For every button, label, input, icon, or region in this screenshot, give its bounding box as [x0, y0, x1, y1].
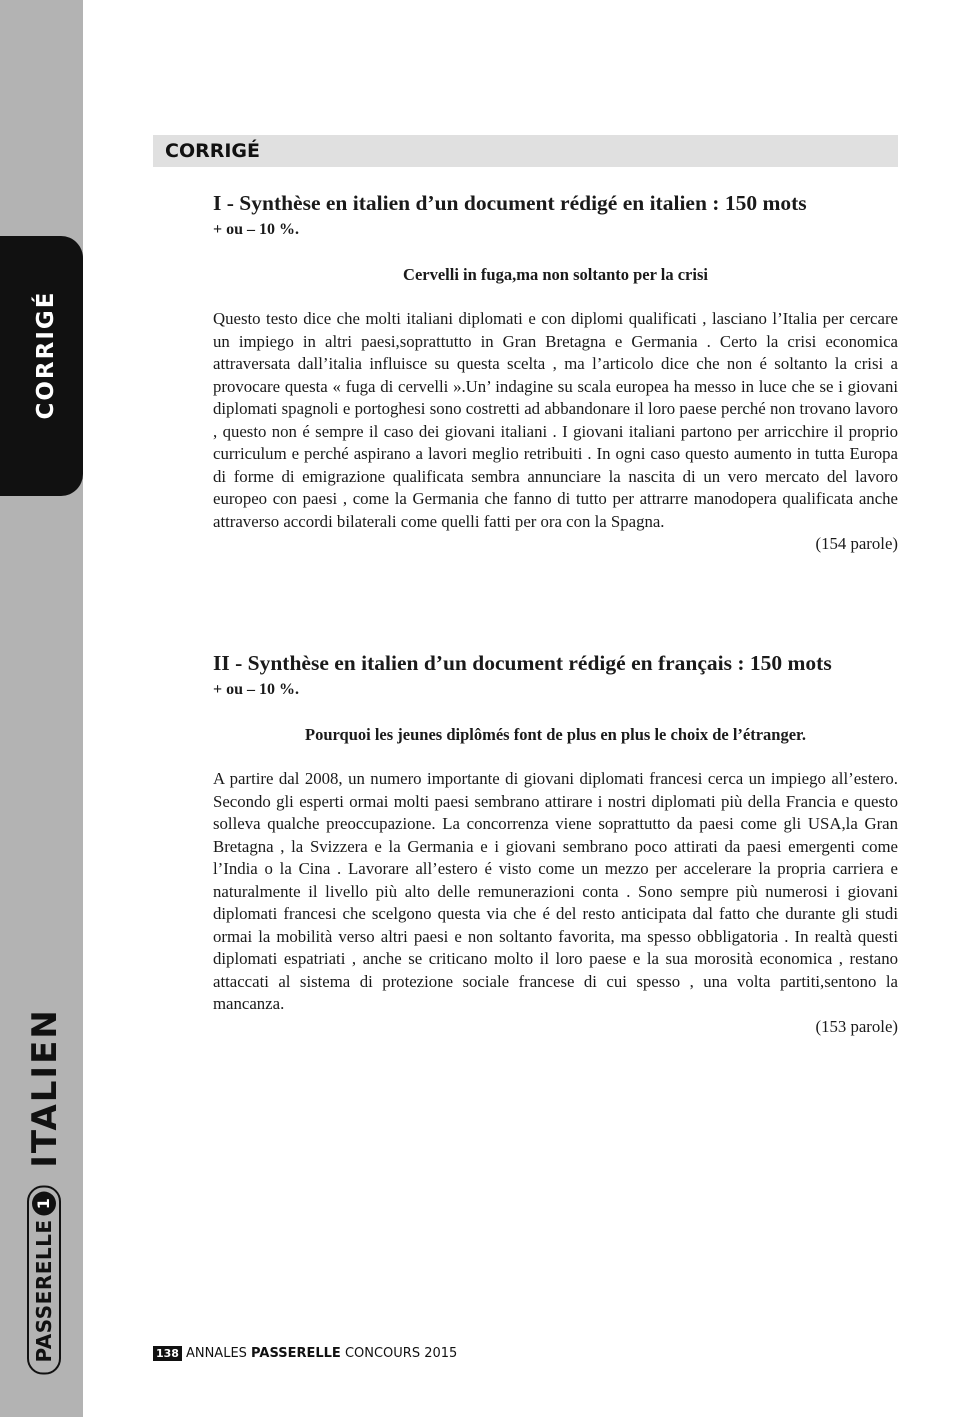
footer-brand: PASSERELLE	[251, 1346, 341, 1361]
section-1-subtitle: + ou – 10 %.	[213, 221, 300, 238]
brand-name: PASSERELLE	[32, 1219, 56, 1363]
footer-prefix: ANNALES	[185, 1346, 252, 1361]
section-1-body: Questo testo dice che molti italiani diplomati e con diplomi qualificati , lasciano l’Italia per cercare un impiego in altri paesi,soprattutto in Gran Bretagna e Germania . Certo la crisi economica attraversata dall’italia influisce su questa scelta , ma l’articolo dice che non é soltanto la crisi a provocare questa « fuga di cervelli ».Un’ indagine su scala europea ha messo in luce che se i giovani diplomati spagnoli e portoghesi sono costretti ad abbandonare il loro paese perché non trovano lavoro , questo non é sempre il caso dei giovani italiani . I giovani italiani partono per arricchire il proprio curriculum e perché aspirano a lavori meglio retribuiti . In ogni caso questo aumento in tutta Europa di forme di emigrazione qualificata sembra annunciare la nascita di un vero mercato del lavoro europeo con paesi , come la Germania che fanno di tutto per attrarre manodopera qualificata anche attraverso accordi bilaterali come quelli fatti per ora con la Spagna.	[213, 309, 898, 531]
brand-number: 1	[32, 1191, 56, 1215]
section-2-title: II - Synthèse en italien d’un document rédigé en français : 150 mots	[213, 651, 832, 675]
section-1-doc-title: Cervelli in fuga,ma non soltanto per la crisi	[403, 265, 708, 284]
section-2	[213, 650, 898, 1038]
page-title: CORRIGÉ	[165, 140, 260, 162]
header-bar	[153, 135, 898, 167]
sidebar	[0, 0, 83, 1417]
section-1	[213, 190, 898, 556]
brand-logo	[27, 1185, 61, 1374]
footer	[153, 1346, 457, 1361]
side-tab-label: CORRIGÉ	[33, 290, 59, 420]
page-number: 138	[153, 1346, 182, 1361]
section-2-subtitle: + ou – 10 %.	[213, 681, 300, 698]
subject-label: ITALIEN	[25, 1008, 65, 1168]
section-2-doc-title: Pourquoi les jeunes diplômés font de plus en plus le choix de l’étranger.	[304, 725, 806, 744]
section-2-word-count: (153 parole)	[815, 1016, 898, 1036]
footer-suffix: CONCOURS 2015	[340, 1346, 458, 1361]
section-1-word-count: (154 parole)	[815, 534, 898, 553]
section-1-title: I - Synthèse en italien d’un document rédigé en italien : 150 mots	[213, 191, 807, 215]
section-2-body: A partire dal 2008, un numero importante di giovani diplomati francesi cerca un impiego all’estero. Secondo gli esperti ormai molti paesi sembrano attirare i nostri diplomati più della Francia e questo solleva qualche preoccupazione. La concorrenza viene soprattutto da paesi come gli USA,la Gran Bretagna , la Svizzera e la Germania e i giovani sembrano poco attirati da paesi emergenti come l’India o la Cina . Lavorare all’estero é visto come un mezzo per accelerare la propria carriera e naturalmente il livello più alto delle remunerazioni conta . Sono sempre più numerosi i giovani diplomati francesi che scelgono questa via che é del resto anticipata dal fatto che durante gli studi ormai la mobilità verso altri paesi e non soltanto favorita, ma spesso obbligatoria . In realtà questi diplomati espatriati , anche se criticano molto il loro paese e la sua morosità economica , restano attaccati al sistema di protezione sociale francese di cui spesso , una volta partiti,sentono la mancanza.	[213, 769, 898, 1013]
